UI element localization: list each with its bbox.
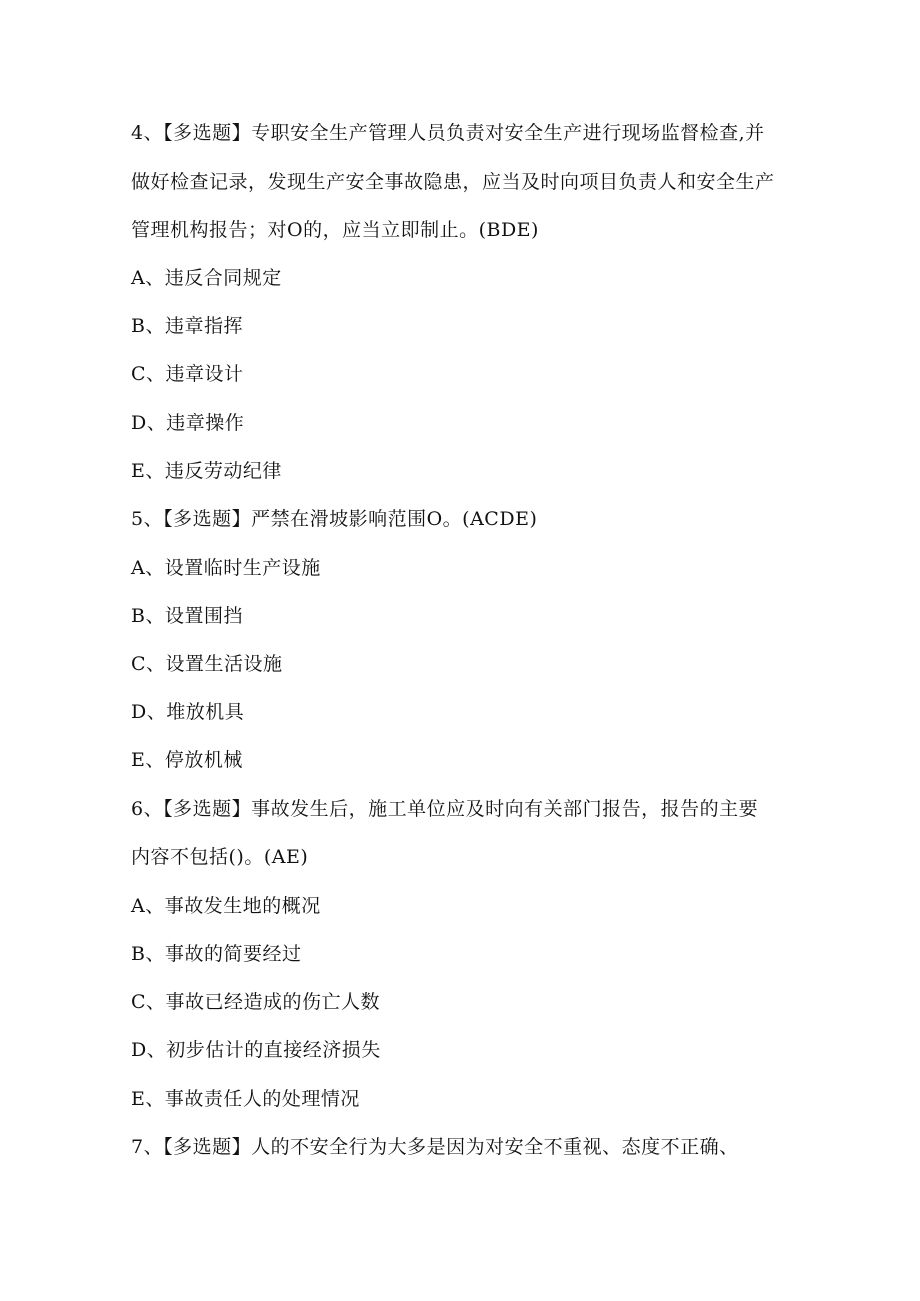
- question-5-option-c: C、设置生活设施: [131, 653, 283, 675]
- question-4-option-c: C、违章设计: [131, 363, 244, 385]
- question-7-line-1: 7、【多选题】人的不安全行为大多是因为对安全不重视、态度不正确、: [131, 1136, 739, 1158]
- question-6-option-c: C、事故已经造成的伤亡人数: [131, 991, 381, 1013]
- question-4-option-a: A、违反合同规定: [131, 267, 282, 289]
- question-5-option-e: E、停放机械: [131, 749, 243, 771]
- question-6-option-e: E、事故责任人的处理情况: [131, 1088, 360, 1110]
- question-4-line-3: 管理机构报告；对O的，应当立即制止。(BDE): [131, 219, 539, 241]
- question-6-line-2: 内容不包括()。(AE): [131, 846, 309, 868]
- question-5-option-a: A、设置临时生产设施: [131, 557, 321, 579]
- question-6-line-1: 6、【多选题】事故发生后，施工单位应及时向有关部门报告，报告的主要: [131, 798, 759, 820]
- question-4-line-2: 做好检查记录，发现生产安全事故隐患，应当及时向项目负责人和安全生产: [131, 171, 775, 193]
- question-6-option-d: D、初步估计的直接经济损失: [131, 1039, 381, 1061]
- question-4-option-d: D、违章操作: [131, 412, 245, 434]
- question-4-option-b: B、违章指挥: [131, 315, 243, 337]
- question-4-line-1: 4、【多选题】专职安全生产管理人员负责对安全生产进行现场监督检查,并: [131, 122, 765, 144]
- question-5-option-b: B、设置围挡: [131, 605, 243, 627]
- question-4-option-e: E、违反劳动纪律: [131, 460, 282, 482]
- question-5-option-d: D、堆放机具: [131, 701, 245, 723]
- question-5-line-1: 5、【多选题】严禁在滑坡影响范围O。(ACDE): [131, 508, 538, 530]
- question-6-option-b: B、事故的简要经过: [131, 943, 302, 965]
- question-6-option-a: A、事故发生地的概况: [131, 895, 321, 917]
